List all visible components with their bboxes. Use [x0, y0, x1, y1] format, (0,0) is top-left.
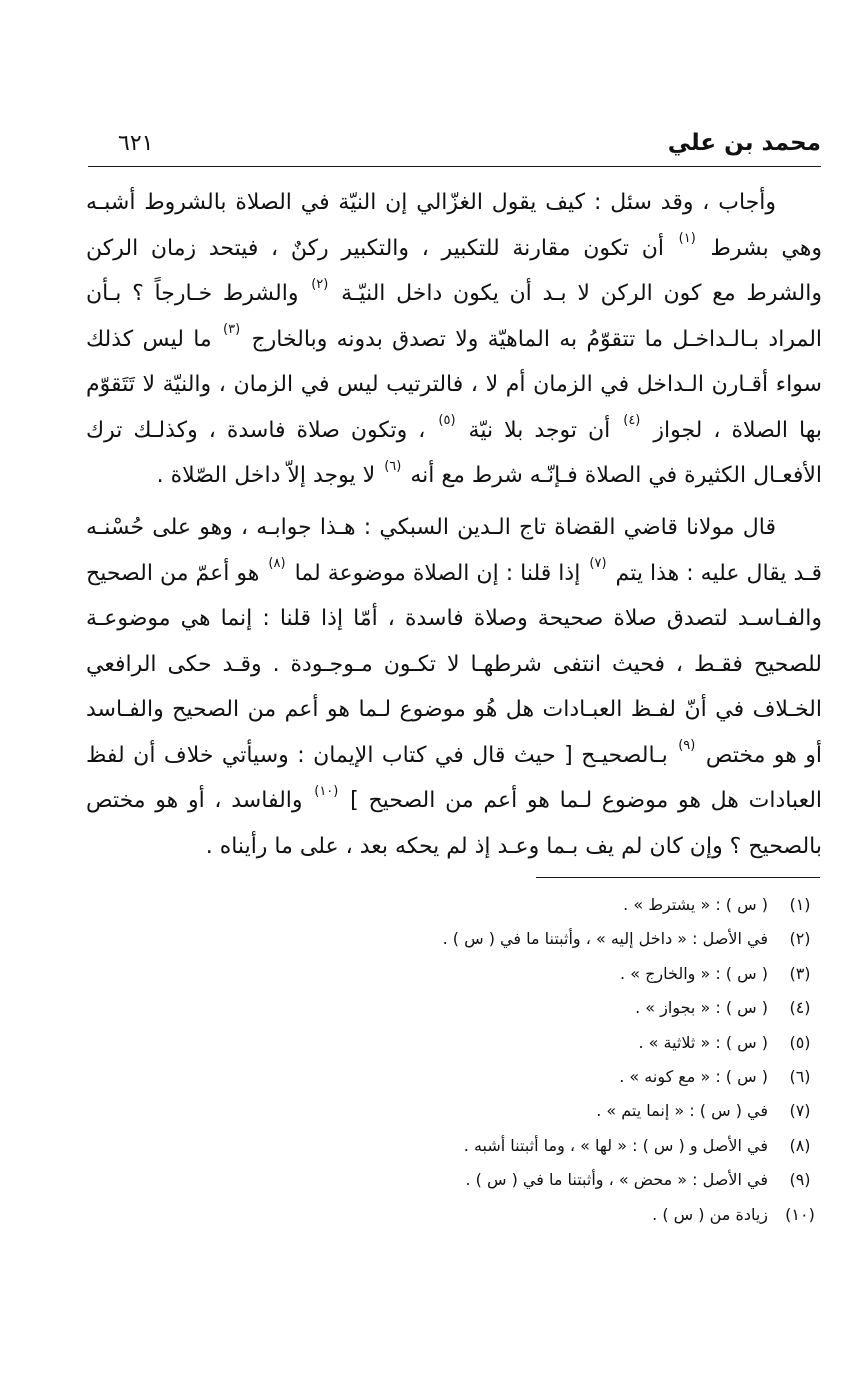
- text-run: هو أعمّ من الصحيح والفـاسـد لتصدق صلاة صحيحة وصلاة فاسدة ، أمّا إذا قلنا : إنما هي موضوعـة للصحيح فقـط ، فحيث انتفى شرطهـا لا تكـون مـوجـودة . وقـد حكى الرافعي الخـلاف في أنّ لفـظ العبـادات هل هُو موضوع لـما هو أعم من الصحيح والفـاسد أو هو مختص: [86, 560, 823, 768]
- text-run: أن توجد بلا نيّة: [468, 417, 611, 443]
- footnote-ref: (٦): [384, 458, 402, 474]
- text-run: لا يوجد إلاّ داخل الصّلاة .: [156, 463, 376, 488]
- paragraph-2: [86, 505, 822, 869]
- footnote-ref: (٥): [438, 413, 456, 429]
- footnote-ref: (١): [678, 231, 696, 247]
- footnote-number: (٤): [789, 998, 811, 1018]
- footnote-item: [62, 991, 822, 1025]
- footnote-item: [62, 1129, 822, 1163]
- footnote-separator: [536, 877, 820, 878]
- footnote-item: [62, 1094, 822, 1128]
- footnote-text: في ( س ) : « إنما يتم » .: [596, 1101, 768, 1121]
- text-run: والشرط خـارجاً ؟ بـأن المراد بـالـداخـل ما تتقوّمُ به الماهيّة ولا تصدق بدونه وبالخارج: [86, 281, 823, 352]
- footnote-ref: (١٠): [314, 783, 339, 799]
- paragraph-1: [86, 180, 822, 499]
- footnote-text: في الأصل : « محض » ، وأثبتنا ما في ( س ) .: [465, 1170, 768, 1190]
- footnote-number: (٦): [789, 1066, 811, 1086]
- text-run: وأجاب ، وقد سئل : كيف يقول الغزّالي إن النيّة في الصلاة بالشروط أشبـه وهي بشرط: [86, 190, 822, 261]
- footnotes-list: [62, 888, 822, 1232]
- footnote-ref: (٤): [623, 413, 641, 429]
- footnote-ref: (٢): [311, 276, 329, 292]
- text-run: ما ليس كذلك سواء أقـارن الـداخل في الزمان أم لا ، فالترتيب ليس في الزمان ، والنيّة لا تَتَقوّم بها الصلاة ، لجواز: [86, 326, 822, 443]
- footnote-number: (٩): [789, 1170, 811, 1190]
- footnote-text: ( س ) : « والخارج » .: [620, 963, 768, 983]
- footnote-number: (٧): [789, 1101, 811, 1121]
- footnote-text: زيادة من ( س ) .: [652, 1204, 768, 1224]
- text-run: ، وتكون صلاة فاسدة ، وكذلـك ترك الأفعـال الكثيرة في الصلاة فـإنّـه شرط مع أنه: [86, 417, 822, 488]
- footnote-text: في الأصل : « داخل إليه » ، وأثبتنا ما في ( س ) .: [442, 929, 768, 949]
- footnote-item: [62, 957, 822, 991]
- footnote-ref: (٩): [678, 738, 696, 754]
- bracket-close: ]: [350, 788, 359, 813]
- footnote-number: (١٠): [785, 1204, 815, 1224]
- footnote-number: (٣): [789, 963, 811, 983]
- page-header: [88, 128, 821, 167]
- footnote-text: ( س ) : « يشترط » .: [623, 895, 768, 914]
- footnote-ref: (٧): [589, 556, 607, 572]
- page-number: ٦٢١: [118, 131, 154, 156]
- footnote-item: [62, 1026, 822, 1060]
- footnote-item: [62, 1198, 822, 1232]
- footnote-item: [62, 922, 822, 956]
- footnote-ref: (٣): [223, 322, 241, 338]
- text-run: قال مولانا قاضي القضاة تاج الـدين السبكي : هـذا جوابـه ، وهو على حُسْنـه قـد يقال عليه : هذا يتم: [86, 515, 823, 586]
- footnote-item: [62, 1060, 822, 1094]
- footnote-number: (٨): [789, 1135, 811, 1155]
- footnote-number: (٢): [789, 929, 811, 949]
- footnote-item: [62, 888, 822, 922]
- footnote-number: (١): [789, 895, 811, 914]
- text-run: إذا قلنا : إن الصلاة موضوعة لما: [294, 560, 581, 586]
- footnote-number: (٥): [789, 1032, 811, 1052]
- footnote-text: ( س ) : « ثلاثية » .: [638, 1032, 768, 1052]
- footnote-text: في الأصل و ( س ) : « لها » ، وما أثبتنا أشبه .: [463, 1135, 768, 1155]
- footnote-text: ( س ) : « مع كونه » .: [619, 1066, 768, 1086]
- text-run: بـالصحيـح [ حيث قال في كتاب الإيمان : وسيأتي خلاف أن لفظ العبادات هل هو موضوع لـما هو أعم من الصحيح: [86, 742, 823, 813]
- footnote-item: [62, 1163, 822, 1197]
- text-run: والفاسد ، أو هو مختص بالصحيح ؟ وإن كان لم يف بـما وعـد إذ لم يحكه بعد ، على ما رأيناه .: [86, 788, 822, 859]
- footnote-text: ( س ) : « بجواز » .: [635, 998, 768, 1018]
- footnote-ref: (٨): [268, 556, 286, 572]
- running-title: محمد بن علي: [667, 130, 821, 156]
- text-run: أن تكون مقارنة للتكبير ، والتكبير ركنٌ ، فيتحد زمان الركن والشرط مع كون الركن لا بـد أن يكون داخل النيّـة: [86, 235, 822, 306]
